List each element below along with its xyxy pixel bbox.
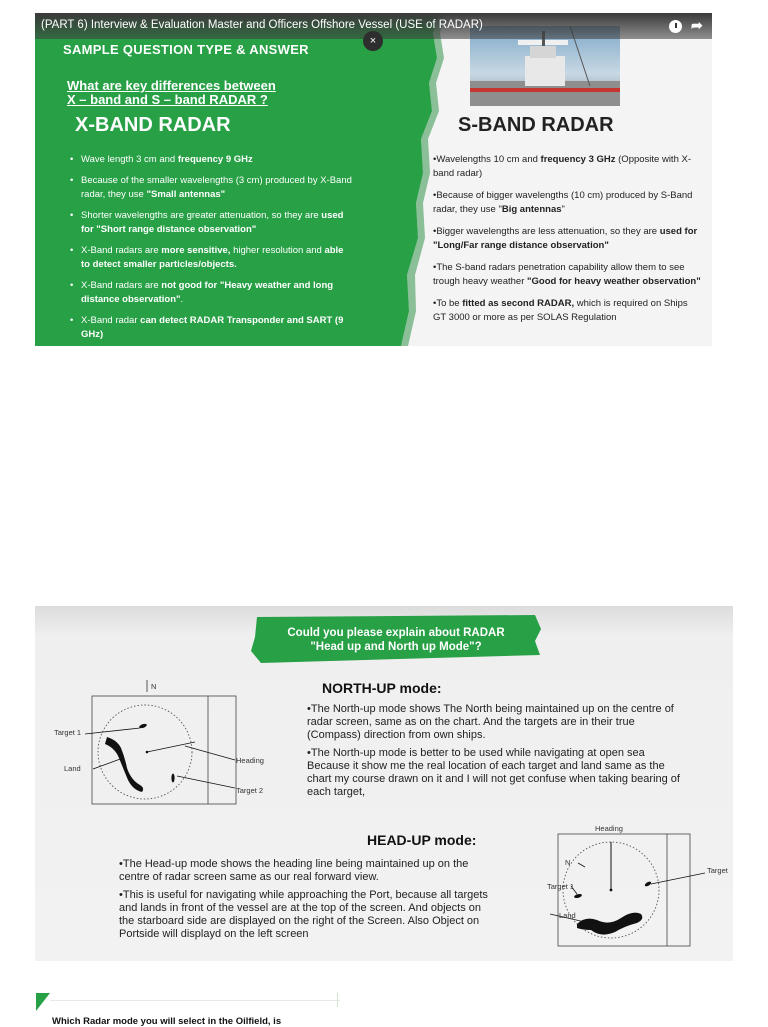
x-band-item: • X-Band radars are more sensitive, higher resolution and able to detect smaller particles/objects.: [65, 244, 355, 272]
x-band-title: X-BAND RADAR: [75, 114, 231, 136]
x-band-list: [65, 153, 355, 346]
s-band-item: •To be fitted as second RADAR, which is required on Ships GT 3000 or more as per SOLAS Regulation: [433, 298, 688, 323]
question-heading: [251, 626, 541, 654]
s-band-item: •Bigger wavelengths are less attenuation, so they are used for "Long/Far range distance observation": [433, 226, 698, 251]
x-band-item: • Because of the smaller wavelengths (3 cm) produced by X-Band radar, they use "Small antennas": [65, 174, 355, 202]
head-up-paragraph: •The Head-up mode shows the heading line being maintained up on the centre of radar screen same as our real forward view.: [119, 858, 469, 883]
target-1-label: Target 1: [54, 728, 82, 737]
head-up-radar-diagram: [505, 822, 733, 952]
video-title[interactable]: (PART 6) Interview & Evaluation Master and Officers Offshore Vessel (USE of RADAR): [41, 19, 483, 31]
north-up-text: [307, 703, 682, 804]
x-band-item: • X-Band radar can detect RADAR Transponder and SART (9 GHz): [65, 314, 355, 342]
divider: [337, 993, 338, 1007]
x-band-item: • Wave length 3 cm and frequency 9 GHz: [65, 153, 355, 167]
target-1-label: Target 1: [547, 882, 575, 891]
north-up-radar-diagram: [45, 676, 295, 806]
divider: [50, 1000, 340, 1001]
s-band-item: •Because of bigger wavelengths (10 cm) produced by S-Band radar, they use "Big antennas": [433, 190, 693, 215]
head-up-title: HEAD-UP mode:: [367, 832, 477, 848]
question-line-1: Could you please explain about RADAR: [287, 627, 505, 639]
slide-2-radar-modes: [35, 606, 733, 961]
head-up-paragraph: •This is useful for navigating while approaching the Port, because all targets and lands in front of the vessel are at the top of the screen. And objects on the starboard side are displayed on the right of the Screen. Also Object on Portside will displayd on the left screen: [119, 889, 488, 940]
x-band-item: • Shorter wavelengths are greater attenuation, so they are used for "Short range distance observation": [65, 209, 355, 237]
share-arrow-icon[interactable]: ➦: [691, 17, 703, 33]
land-label: Land: [559, 911, 576, 920]
video-frame-slide-1[interactable]: [35, 13, 712, 346]
question-line-2: "Head up and North up Mode"?: [310, 641, 482, 653]
heading-label: Heading: [595, 824, 623, 833]
question-heading: Which Radar mode you will select in the Oilfield, is: [52, 1016, 282, 1027]
head-up-text: [119, 858, 489, 946]
s-band-item: •The S-band radars penetration capability allow them to see trough heavy weather "Good for heavy weather observation": [433, 262, 701, 287]
s-band-title: S-BAND RADAR: [458, 114, 614, 136]
green-corner-accent: [36, 993, 50, 1011]
north-up-title: NORTH-UP mode:: [322, 680, 442, 696]
target-label: Target: [707, 866, 728, 875]
x-band-item: • X-Band radars are not good for "Heavy weather and long distance observation".: [65, 279, 355, 307]
north-label: N: [151, 682, 157, 691]
north-up-paragraph: •The North-up mode shows The North being maintained up on the centre of radar screen, same as on the chart. And the targets are in their true (Compass) direction from own ships.: [307, 703, 674, 741]
target-2-label: Target 2: [236, 786, 264, 795]
close-icon[interactable]: ×: [363, 31, 383, 51]
north-label: N: [565, 858, 571, 867]
question-line-2: X – band and S – band RADAR ?: [67, 92, 268, 107]
north-up-paragraph: •The North-up mode is better to be used while navigating at open sea Because it show me the real location of each target and land same as the chart my course drawn on it and I will not get confuse when taking bearing of each target,: [307, 747, 680, 798]
watch-later-icon[interactable]: [669, 20, 682, 33]
heading-label: Heading: [236, 756, 264, 765]
s-band-list: [433, 153, 701, 333]
s-band-item: •Wavelengths 10 cm and frequency 3 GHz (Opposite with X-band radar): [433, 154, 691, 179]
question-heading: [67, 79, 276, 107]
section-title: SAMPLE QUESTION TYPE & ANSWER: [63, 42, 309, 57]
question-line-1: What are key differences between: [67, 78, 276, 93]
land-label: Land: [64, 764, 81, 773]
